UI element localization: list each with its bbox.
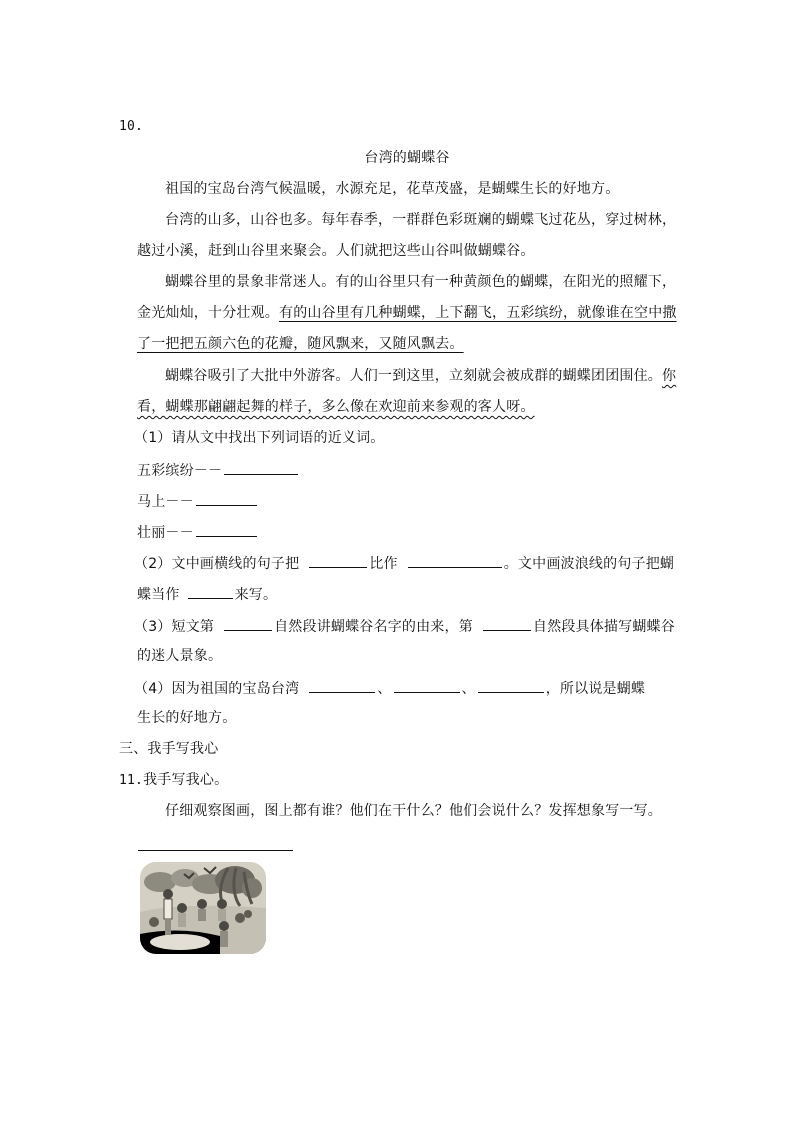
synonym-word-3: 壮丽－－: [137, 525, 194, 541]
sub-question-2-text-3: 。文中画波浪线的句子把蝴: [503, 556, 675, 572]
sub-question-2-text-2: 比作: [369, 556, 398, 572]
sub-question-4-line-2: 生长的好地方。: [137, 710, 237, 726]
straight-underlined-sentence-part-1: 有的山谷里有几种蝴蝶，上下翻飞，五彩缤纷，就像谁在空中撒: [279, 305, 677, 321]
synonym-item-3: [137, 522, 259, 542]
sub-question-2-text-4: 蝶当作: [137, 587, 180, 603]
wavy-underlined-sentence-part-2: 看，蝴蝶那翩翩起舞的样子，多么像在欢迎前来参观的客人呀。: [137, 399, 535, 415]
sub-question-2-text-5: 来写。: [234, 587, 278, 603]
paragraph-3-plain-text: 金光灿灿，十分壮观。: [137, 305, 279, 321]
question-11-instruction: 仔细观察图画，图上都有谁？他们在干什么？他们会说什么？发挥想象写一写。: [165, 803, 662, 819]
paragraph-3-line-1: 蝴蝶谷里的景象非常迷人。有的山谷里只有一种黄颜色的蝴蝶，在阳光的照耀下，: [165, 274, 677, 290]
sub-question-4-blank-3[interactable]: [478, 678, 544, 693]
question-11-number: 11.: [119, 773, 144, 788]
sub-question-2-text-1: （2）文中画横线的句子把: [134, 556, 300, 572]
sub-question-3-text-1: （3）短文第: [134, 619, 215, 635]
paragraph-2-line-1: 台湾的山多，山谷也多。每年春季，一群群色彩斑斓的蝴蝶飞过花丛，穿过树林，: [165, 212, 677, 228]
question-11-title-text: 我手写我心。: [143, 772, 229, 788]
sub-question-3-line-2: 的迷人景象。: [137, 648, 223, 664]
question-11-title: [119, 771, 228, 790]
question-10-number: 10.: [119, 119, 144, 134]
sub-question-4-blank-2[interactable]: [394, 678, 460, 693]
sub-question-2-line-1: [134, 553, 674, 573]
sub-question-4-line-1: [134, 678, 645, 698]
passage-title: 台湾的蝴蝶谷: [364, 150, 450, 166]
paragraph-2-line-2: 越过小溪，赶到山谷里来聚会。人们就把这些山谷叫做蝴蝶谷。: [137, 243, 535, 259]
synonym-word-2: 马上－－: [137, 494, 194, 510]
sub-question-4-blank-1[interactable]: [309, 678, 375, 693]
straight-underlined-sentence-part-2: 了一把把五颜六色的花瓣，随风飘来，又随风飘去。: [137, 336, 464, 352]
paragraph-1-line-1: 祖国的宝岛台湾气候温暖，水源充足，花草茂盛，是蝴蝶生长的好地方。: [165, 181, 620, 197]
synonym-answer-blank-2[interactable]: [196, 491, 257, 506]
sub-question-4-separator-2: 、: [461, 681, 476, 697]
synonym-answer-blank-1[interactable]: [224, 460, 298, 475]
sub-question-4-text-2: ，所以说是蝴蝶: [545, 681, 646, 697]
paragraph-4-line-2: [137, 398, 535, 416]
sub-question-2-line-2: [137, 584, 277, 604]
writing-answer-line[interactable]: [138, 850, 293, 851]
paragraph-3-line-3: [137, 335, 464, 353]
section-3-heading: 三、我手写我心: [119, 741, 219, 757]
sub-question-3-text-3: 自然段具体描写蝴蝶谷: [532, 619, 675, 635]
synonym-word-1: 五彩缤纷－－: [137, 463, 223, 479]
sub-question-2-blank-2[interactable]: [408, 553, 502, 568]
synonym-answer-blank-3[interactable]: [196, 522, 257, 537]
sub-question-4-text-1: （4）因为祖国的宝岛台湾: [134, 681, 300, 697]
synonym-item-2: [137, 491, 259, 511]
synonym-item-1: [137, 460, 300, 480]
sub-question-1-prompt: （1）请从文中找出下列词语的近义词。: [134, 430, 385, 446]
sub-question-3-blank-2[interactable]: [483, 616, 531, 631]
sub-question-2-blank-1[interactable]: [309, 553, 367, 568]
sub-question-4-separator-1: 、: [377, 681, 392, 697]
sub-question-3-blank-1[interactable]: [224, 616, 272, 631]
sub-question-3-text-2: 自然段讲蝴蝶谷名字的由来，第: [274, 619, 473, 635]
picture-of-children-outdoors: [140, 862, 266, 954]
sub-question-3-line-1: [134, 616, 675, 636]
paragraph-4-line-1: [165, 367, 676, 385]
sub-question-2-blank-3[interactable]: [188, 584, 233, 599]
paragraph-3-line-2: [137, 304, 677, 322]
wavy-underlined-sentence-part-1: 你: [662, 368, 677, 384]
paragraph-4-plain-text: 蝴蝶谷吸引了大批中外游客。人们一到这里，立刻就会被成群的蝴蝶团团围住。: [165, 368, 662, 384]
